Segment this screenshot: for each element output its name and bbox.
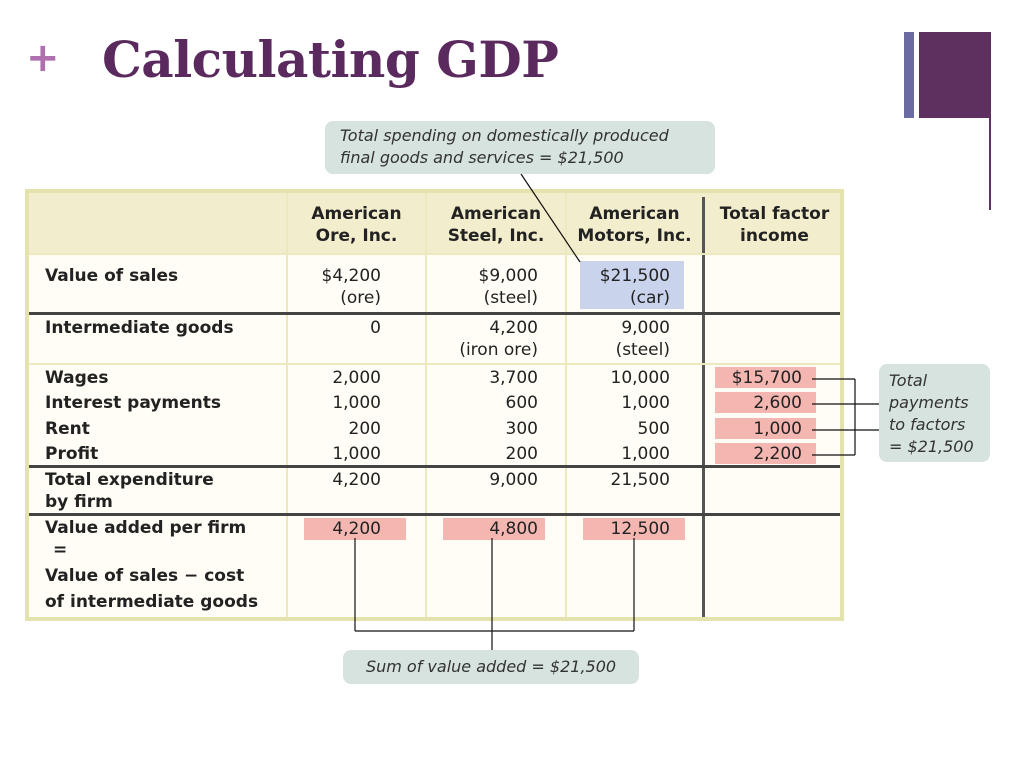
header-motors-line2: Motors, Inc.: [577, 226, 692, 246]
row-label-rent: Rent: [45, 419, 90, 439]
cell-value-added-motors: 12,500: [610, 519, 670, 539]
callout-sum-value-added: Sum of value added = $21,500: [343, 650, 639, 684]
header-factor-line1: Total factor: [719, 204, 830, 224]
cell-profit-total: 2,200: [753, 444, 802, 464]
row-label-intermediate-goods: Intermediate goods: [45, 318, 234, 338]
cell-value-added-steel: 4,800: [489, 519, 538, 539]
cell-profit-motors: 1,000: [621, 444, 670, 464]
cell-intermediate-ore: 0: [370, 318, 381, 338]
cell-total-exp-ore: 4,200: [332, 470, 381, 490]
row-label-value-added-line3: Value of sales − cost: [45, 566, 245, 586]
cell-wages-total: $15,700: [731, 368, 802, 388]
cell-sales-ore-value: $4,200: [321, 266, 381, 286]
cell-profit-steel: 200: [505, 444, 538, 464]
cell-sales-motors-sub: (car): [629, 288, 670, 308]
header-steel-line2: Steel, Inc.: [447, 226, 545, 246]
cell-interest-ore: 1,000: [332, 393, 381, 413]
cell-interest-steel: 600: [505, 393, 538, 413]
cell-intermediate-steel-value: 4,200: [489, 318, 538, 338]
row-label-total-expenditure-line1: Total expenditure: [45, 470, 214, 490]
row-label-value-added-line4: of intermediate goods: [45, 592, 259, 612]
row-label-profit: Profit: [45, 444, 99, 464]
cell-total-exp-steel: 9,000: [489, 470, 538, 490]
callout-right-line2: payments: [889, 393, 969, 412]
cell-sales-ore-sub: (ore): [340, 288, 381, 308]
cell-interest-total: 2,600: [753, 393, 802, 413]
header-motors-line1: American: [589, 204, 680, 224]
header-ore-line1: American: [311, 204, 402, 224]
callout-top-line2: final goods and services = $21,500: [340, 148, 624, 167]
callout-right-line4: = $21,500: [889, 437, 974, 456]
row-label-value-added-line1: Value added per firm: [45, 518, 247, 538]
plus-icon: +: [26, 35, 60, 81]
cell-total-exp-motors: 21,500: [610, 470, 670, 490]
cell-value-added-ore: 4,200: [332, 519, 381, 539]
connector-top: [521, 174, 580, 262]
cell-sales-motors-value: $21,500: [599, 266, 670, 286]
row-label-interest-payments: Interest payments: [45, 393, 221, 413]
callout-right-line1: Total: [889, 371, 928, 390]
row-label-value-of-sales: Value of sales: [45, 266, 179, 286]
cell-rent-motors: 500: [637, 419, 670, 439]
cell-sales-steel-value: $9,000: [478, 266, 538, 286]
cell-wages-ore: 2,000: [332, 368, 381, 388]
cell-profit-ore: 1,000: [332, 444, 381, 464]
cell-intermediate-motors-sub: (steel): [615, 340, 670, 360]
row-label-value-added-equals: =: [53, 540, 68, 560]
callout-right-line3: to factors: [889, 415, 966, 434]
callout-total-payments: [879, 364, 990, 462]
cell-wages-motors: 10,000: [610, 368, 670, 388]
cell-sales-steel-sub: (steel): [483, 288, 538, 308]
cell-wages-steel: 3,700: [489, 368, 538, 388]
row-label-total-expenditure-line2: by firm: [45, 492, 113, 512]
header-ore-line2: Ore, Inc.: [315, 226, 398, 246]
cell-interest-motors: 1,000: [621, 393, 670, 413]
header-steel-line1: American: [450, 204, 542, 224]
cell-rent-steel: 300: [505, 419, 538, 439]
cell-intermediate-steel-sub: (iron ore): [459, 340, 538, 360]
cell-rent-ore: 200: [348, 419, 381, 439]
cell-rent-total: 1,000: [753, 419, 802, 439]
header-factor-line2: income: [740, 226, 809, 246]
row-label-wages: Wages: [45, 368, 109, 388]
callout-top-line1: Total spending on domestically produced: [340, 126, 669, 145]
cell-intermediate-motors-value: 9,000: [621, 318, 670, 338]
slide-title: Calculating GDP: [102, 30, 559, 89]
